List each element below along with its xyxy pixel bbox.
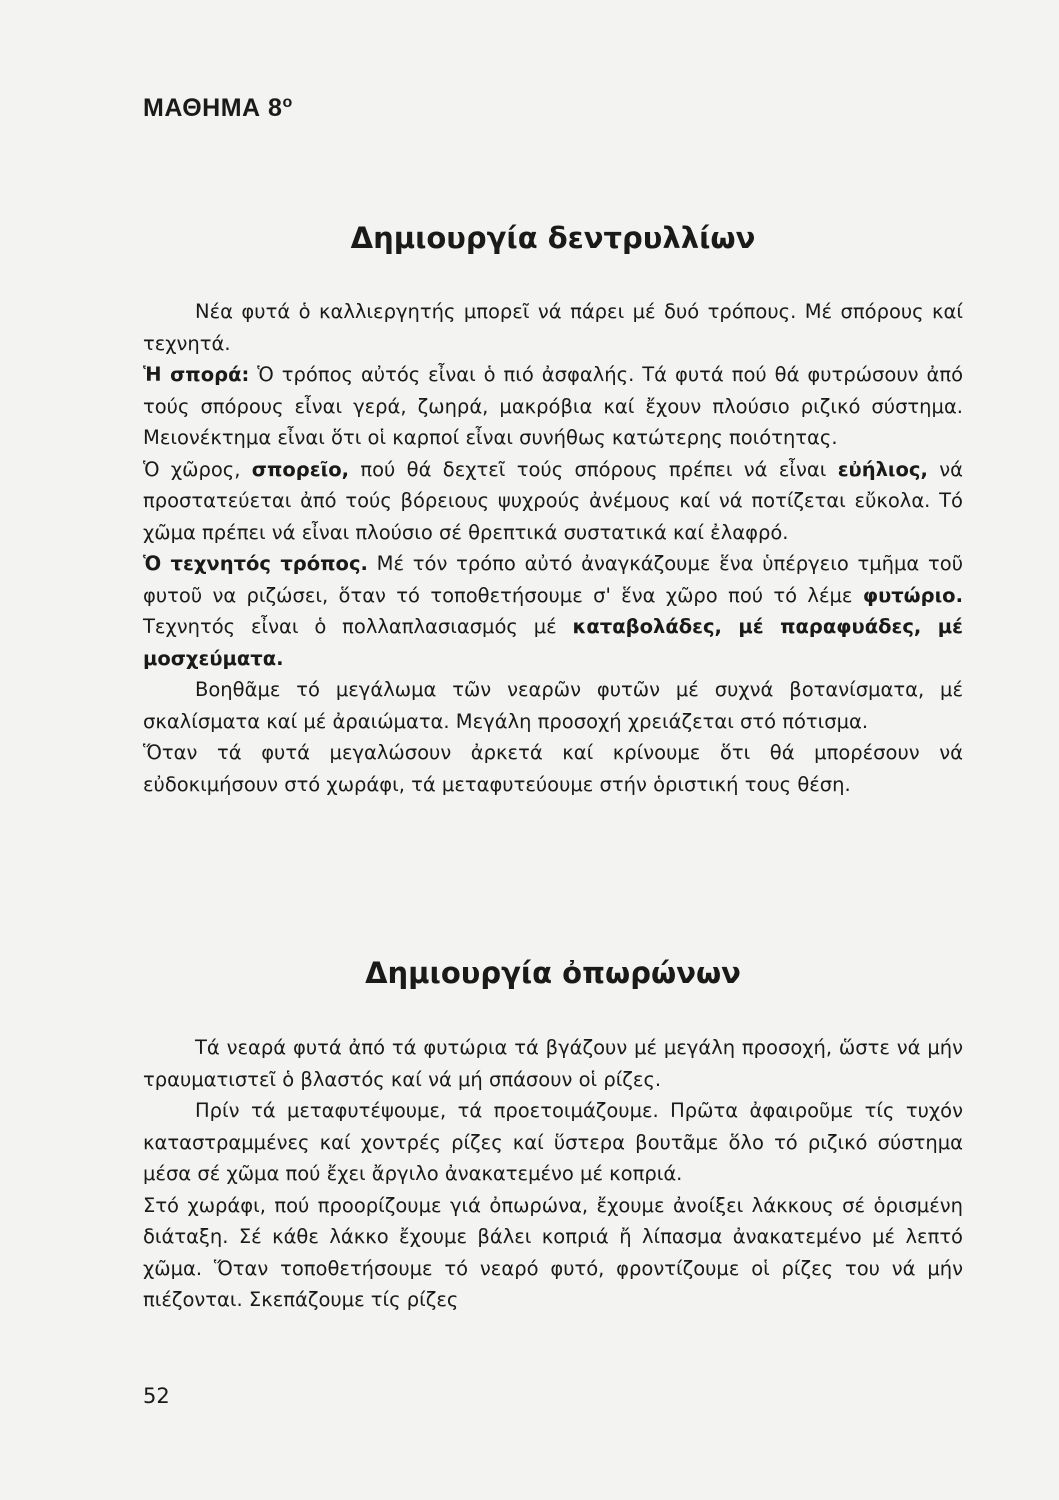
paragraph-sowing — [143, 359, 963, 454]
term-nursery: φυτώριο. — [862, 583, 963, 607]
paragraph-transplant: Ὅταν τά φυτά μεγαλώσουν ἀρκετά καί κρίνουμε ὅτι θά μπορέσουν νά εὐδοκιμήσουν στό χωράφι, τά μεταφυτεύουμε στήν ὁριστική τους θέση. — [143, 741, 963, 796]
lesson-title — [143, 94, 293, 123]
term-propagation-methods: καταβολάδες, μέ παραφυάδες, μέ μοσχεύματα. — [143, 615, 963, 670]
section-body-seedlings — [143, 296, 963, 800]
term-sowing: Ἡ σπορά: — [143, 363, 250, 386]
paragraph-intro: Νέα φυτά ὁ καλλιεργητής μπορεῖ νά πάρει μέ δυό τρόπους. Μέ σπόρους καί τεχνητά. — [143, 300, 963, 355]
section-heading-seedlings: Δημιουργία δεντρυλλίων — [350, 221, 756, 255]
term-sunny: εὐήλιος, — [837, 457, 928, 481]
artificial-text-a: Μέ τόν τρόπο αὐτό ἀναγκάζουμε ἕνα ὑπέργειο τμῆμα τοῦ φυτοῦ να ριζώσει, ὅταν τό τοποθετήσουμε σ' ἕνα χῶρο πού τό λέμε — [143, 552, 963, 607]
paragraph-nursery-lifting: Τά νεαρά φυτά ἀπό τά φυτώρια τά βγάζουν μέ μεγάλη προσοχή, ὥστε νά μήν τραυματιστεῖ ὁ βλαστός καί νά μή σπάσουν οἱ ρίζες. — [143, 1036, 963, 1091]
paragraph-sowing-text: Ὁ τρόπος αὐτός εἶναι ὁ πιό ἀσφαλής. Τά φυτά πού θά φυτρώσουν ἀπό τούς σπόρους εἶναι γερά, ζωηρά, μακρόβια καί ἔχουν πλούσιο ριζικό σύστημα. Μειονέκτημα εἶναι ὅτι οἱ καρποί εἶναι συνήθως κατώτερης ποιότητας. — [143, 363, 963, 449]
paragraph-planting: Στό χωράφι, πού προορίζουμε γιά ὀπωρώνα, ἔχουμε ἀνοίξει λάκκους σέ ὁρισμένη διάταξη. Σέ κάθε λάκκο ἔχουμε βάλει κοπριά ἤ λίπασμα ἀνακατεμένο μέ λεπτό χῶμα. Ὅταν τοποθετήσουμε τό νεαρό φυτό, φροντίζουμε οἱ ρίζες του νά μήν πιέζονται. Σκεπάζουμε τίς ρίζες — [143, 1193, 963, 1311]
paragraph-care: Βοηθᾶμε τό μεγάλωμα τῶν νεαρῶν φυτῶν μέ συχνά βοτανίσματα, μέ σκαλίσματα καί μέ ἀραιώματα. Μεγάλη προσοχή χρειάζεται στό πότισμα. — [143, 678, 963, 733]
paragraph-preparation: Πρίν τά μεταφυτέψουμε, τά προετοιμάζουμε. Πρῶτα ἀφαιροῦμε τίς τυχόν καταστραμμένες καί χοντρές ρίζες καί ὕστερα βουτᾶμε ὅλο τό ριζικό σύστημα μέσα σέ χῶμα πού ἔχει ἄργιλο ἀνακατεμένο μέ κοπριά. — [143, 1099, 963, 1185]
section-body-orchards — [143, 1032, 963, 1316]
seedbed-text-c: πού θά δεχτεῖ τούς σπόρους πρέπει νά εἶναι — [349, 457, 838, 481]
paragraph-artificial — [143, 548, 963, 674]
paragraph-seedbed — [143, 454, 963, 549]
term-seedbed: σπορεῖο, — [251, 457, 350, 481]
lesson-title-text: ΜΑΘΗΜΑ 8 — [143, 94, 283, 122]
term-artificial-method: Ὁ τεχνητός τρόπος. — [143, 552, 368, 575]
seedbed-text-a: Ὁ χῶρος, — [143, 457, 252, 481]
page-number: 52 — [143, 1384, 170, 1408]
seedbed-text-d: νά προστατεύεται ἀπό τούς βόρειους ψυχρούς ἀνέμους καί νά ποτίζεται εὔκολα. Τό χῶμα πρέπει νά εἶναι πλούσιο σέ θρεπτικά συστατικά καί ἐλαφρό. — [143, 457, 963, 544]
artificial-text-c: Τεχνητός εἶναι ὁ πολλαπλασιασμός μέ — [143, 615, 573, 638]
section-heading-orchards: Δημιουργία ὀπωρώνων — [365, 956, 741, 990]
lesson-title-superscript: ο — [282, 94, 293, 111]
